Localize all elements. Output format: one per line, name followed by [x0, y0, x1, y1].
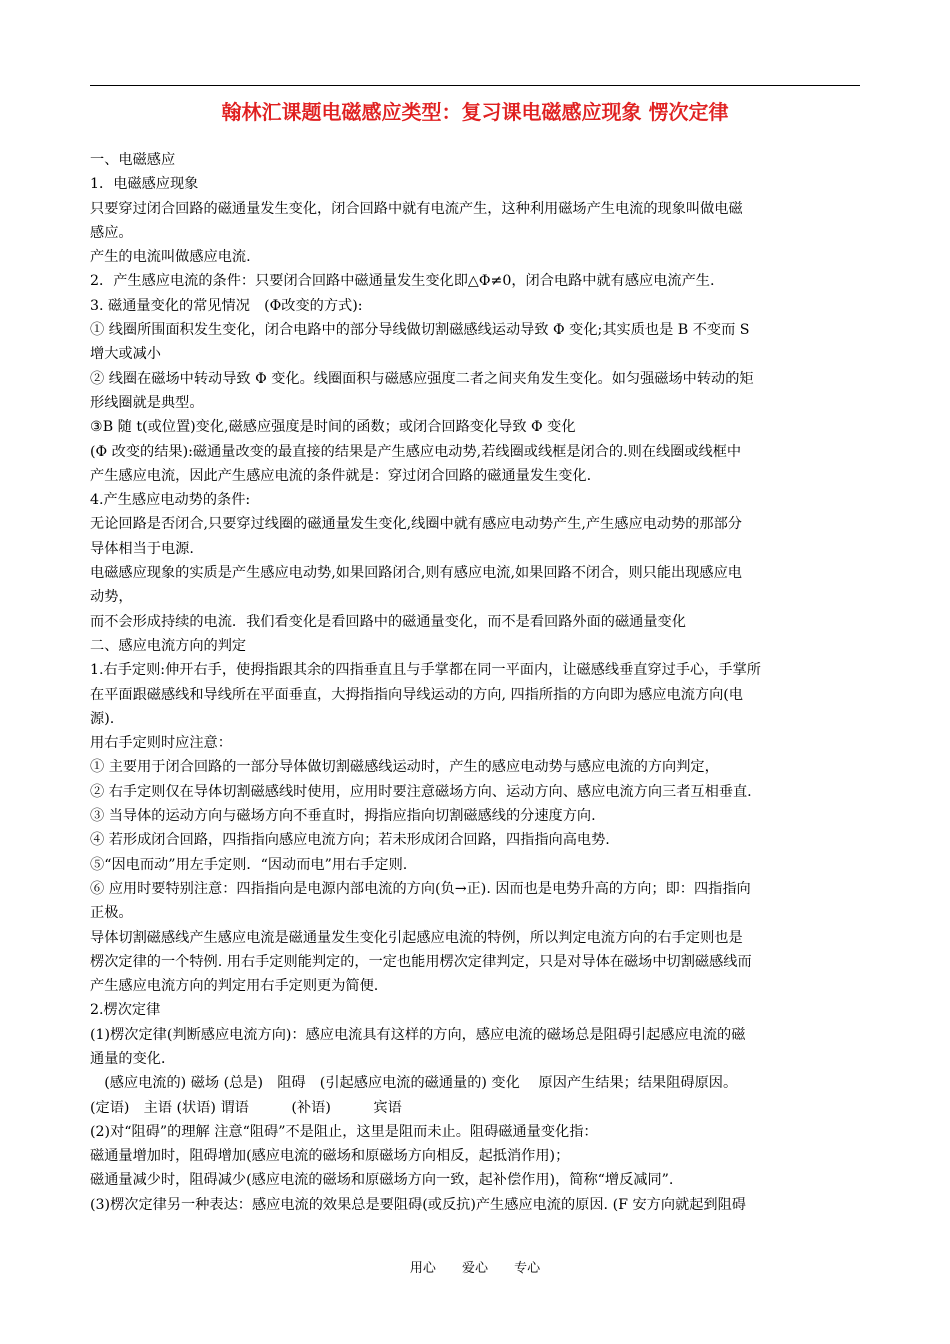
text-line: ⑤“因电而动”用左手定则．“因动而电”用右手定则.	[90, 856, 408, 873]
text-line: 磁通量减少时，阻碍减少(感应电流的磁场和原磁场方向一致，起补偿作用)，简称“增反减同”.	[90, 1172, 674, 1189]
text-line: 无论回路是否闭合,只要穿过线圈的磁通量发生变化,线圈中就有感应电动势产生,产生感应电动势的那部分	[90, 516, 742, 533]
text-line: 只要穿过闭合回路的磁通量发生变化，闭合回路中就有电流产生，这种利用磁场产生电流的现象叫做电磁	[90, 200, 743, 217]
text-line: 正极。	[90, 905, 133, 922]
text-line: 3. 磁通量变化的常见情况 (Φ改变的方式):	[90, 297, 363, 314]
text-line: 1．电磁感应现象	[90, 176, 199, 193]
text-line: ④ 若形成闭合回路，四指指向感应电流方向；若未形成闭合回路，四指指向高电势.	[90, 832, 610, 849]
text-line: 通量的变化．	[90, 1050, 176, 1067]
text-line: 导体切割磁感线产生感应电流是磁通量发生变化引起感应电流的特例，所以判定电流方向的右手定则也是	[90, 929, 743, 946]
text-line: (2)对“阻碍”的理解 注意“阻碍”不是阻止，这里是阻而未止。阻碍磁通量变化指：	[90, 1123, 598, 1140]
text-line: 磁通量增加时，阻碍增加(感应电流的磁场和原磁场方向相反，起抵消作用)；	[90, 1148, 570, 1165]
text-line: 用右手定则时应注意：	[90, 735, 232, 752]
text-line: 2．产生感应电流的条件：只要闭合回路中磁通量发生变化即△Φ≠0，闭合电路中就有感应电流产生.	[90, 273, 715, 290]
text-line: ② 右手定则仅在导体切割磁感线时使用，应用时要注意磁场方向、运动方向、感应电流方向三者互相垂直.	[90, 783, 752, 800]
text-line: ③B 随 t(或位置)变化,磁感应强度是时间的函数；或闭合回路变化导致 Φ 变化	[90, 419, 576, 436]
text-line: 产生感应电流方向的判定用右手定则更为简便.	[90, 978, 379, 995]
text-line: 导体相当于电源.	[90, 540, 194, 557]
footer-item-zhuanxin: 专心	[514, 1261, 541, 1276]
text-line: 电磁感应现象的实质是产生感应电动势,如果回路闭合,则有感应电流,如果回路不闭合，则只能出现感应电	[90, 565, 742, 582]
footer-item-yongxin: 用心	[409, 1261, 436, 1276]
text-line: (定语) 主语 (状语) 谓语 (补语) 宾语	[90, 1099, 402, 1116]
text-line: 形线圈就是典型。	[90, 394, 204, 411]
document-body	[90, 148, 860, 1217]
text-line: 感应。	[90, 224, 133, 241]
page-title: 翰林汇课题电磁感应类型：复习课电磁感应现象 愣次定律	[221, 100, 729, 124]
text-line: ① 主要用于闭合回路的一部分导体做切割磁感线运动时，产生的感应电动势与感应电流的方向判定，	[90, 759, 719, 776]
text-line: 增大或减小	[90, 346, 161, 363]
text-line: (3)楞次定律另一种表达：感应电流的效果总是要阻碍(或反抗)产生感应电流的原因. (F 安方向就起到阻碍	[90, 1196, 746, 1213]
text-line: ⑥ 应用时要特别注意：四指指向是电源内部电流的方向(负→正). 因而也是电势升高的方向；即：四指指向	[90, 880, 751, 897]
text-line: 一、电磁感应	[90, 152, 176, 168]
text-line: 4.产生感应电动势的条件:	[90, 492, 251, 509]
text-line: ③ 当导体的运动方向与磁场方向不垂直时，拇指应指向切割磁感线的分速度方向.	[90, 808, 596, 825]
page-footer	[0, 1257, 950, 1276]
text-line: 楞次定律的一个特例. 用右手定则能判定的，一定也能用楞次定律判定，只是对导体在磁场中切割磁感线而	[90, 953, 752, 970]
text-line: 产生的电流叫做感应电流.	[90, 249, 251, 266]
text-line: 源).	[90, 710, 115, 727]
text-line: 而不会形成持续的电流．我们看变化是看回路中的磁通量变化，而不是看回路外面的磁通量变化	[90, 613, 686, 630]
text-line: (Φ 改变的结果):磁通量改变的最直接的结果是产生感应电动势,若线圈或线框是闭合的.则在线圈或线框中	[90, 443, 742, 460]
text-line: 1.右手定则:伸开右手，使拇指跟其余的四指垂直且与手掌都在同一平面内，让磁感线垂直穿过手心，手掌所	[90, 662, 761, 679]
text-line: (感应电流的) 磁场 (总是) 阻碍 (引起感应电流的磁通量的) 变化 原因产生结果；结果阻碍原因。	[90, 1075, 738, 1092]
top-rule	[90, 85, 860, 86]
text-line: ② 线圈在磁场中转动导致 Φ 变化。线圈面积与磁感应强度二者之间夹角发生变化。如匀强磁场中转动的矩	[90, 370, 754, 387]
text-line: 二、感应电流方向的判定	[90, 637, 247, 654]
text-line: 产生感应电流，因此产生感应电流的条件就是：穿过闭合回路的磁通量发生变化.	[90, 467, 592, 484]
text-line: 在平面跟磁感线和导线所在平面垂直，大拇指指向导线运动的方向, 四指所指的方向即为感应电流方向(电	[90, 686, 743, 703]
text-line: (1)楞次定律(判断感应电流方向)：感应电流具有这样的方向，感应电流的磁场总是阻碍引起感应电流的磁	[90, 1026, 746, 1043]
text-line: 2.楞次定律	[90, 1002, 161, 1019]
footer-item-aixin: 爱心	[461, 1261, 488, 1276]
text-line: 动势，	[90, 589, 133, 606]
text-line: ① 线圈所围面积发生变化，闭合电路中的部分导线做切割磁感线运动导致 Φ 变化;其实质也是 B 不变而 S	[90, 322, 750, 339]
